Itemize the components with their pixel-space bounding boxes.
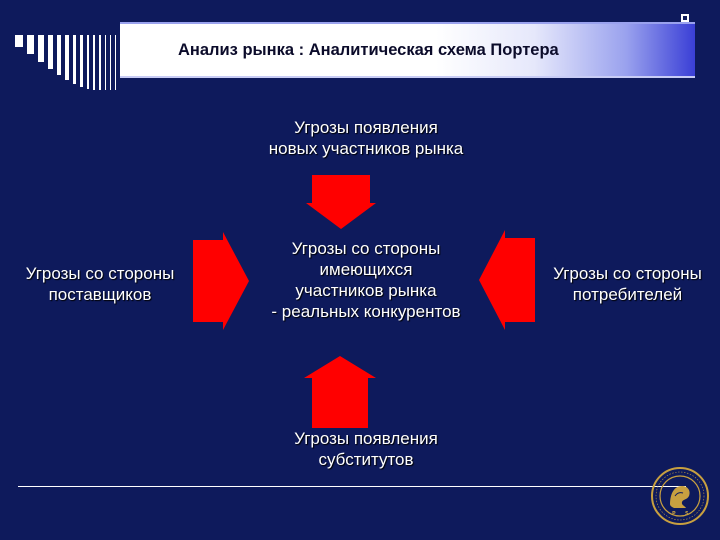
title-banner xyxy=(120,22,695,78)
threat-existing-line4: - реальных конкурентов xyxy=(271,302,461,321)
threat-substitutes-line1: Угрозы появления xyxy=(294,429,438,448)
threat-new-entrants-line2: новых участников рынка xyxy=(268,139,464,158)
threat-suppliers-line1: Угрозы со стороны xyxy=(25,264,175,283)
threat-suppliers xyxy=(0,263,200,305)
arrow-left-icon xyxy=(479,230,535,330)
threat-suppliers-line2: поставщиков xyxy=(48,285,152,304)
threat-new-entrants-line1: Угрозы появления xyxy=(294,118,438,137)
page-title: Анализ рынка : Аналитическая схема Портера xyxy=(178,41,559,59)
svg-text:P: P xyxy=(672,511,676,517)
threat-existing-line2: имеющихся xyxy=(319,260,413,279)
threat-substitutes xyxy=(236,428,496,470)
threat-existing-line3: участников рынка xyxy=(295,281,437,300)
threat-new-entrants xyxy=(236,117,496,159)
threat-existing-line1: Угрозы со стороны xyxy=(291,239,441,258)
threat-buyers xyxy=(530,263,720,305)
svg-text:S: S xyxy=(685,511,689,517)
corner-square-decoration xyxy=(681,14,689,22)
threat-buyers-line1: Угрозы со стороны xyxy=(553,264,702,283)
university-seal-logo xyxy=(650,466,710,526)
threat-substitutes-line2: субститутов xyxy=(318,450,414,469)
threat-existing-competitors xyxy=(236,238,496,322)
footer-divider xyxy=(18,486,686,487)
arrow-up-icon xyxy=(304,356,376,428)
arrow-down-icon xyxy=(306,175,376,229)
threat-buyers-line2: потребителей xyxy=(572,285,683,304)
